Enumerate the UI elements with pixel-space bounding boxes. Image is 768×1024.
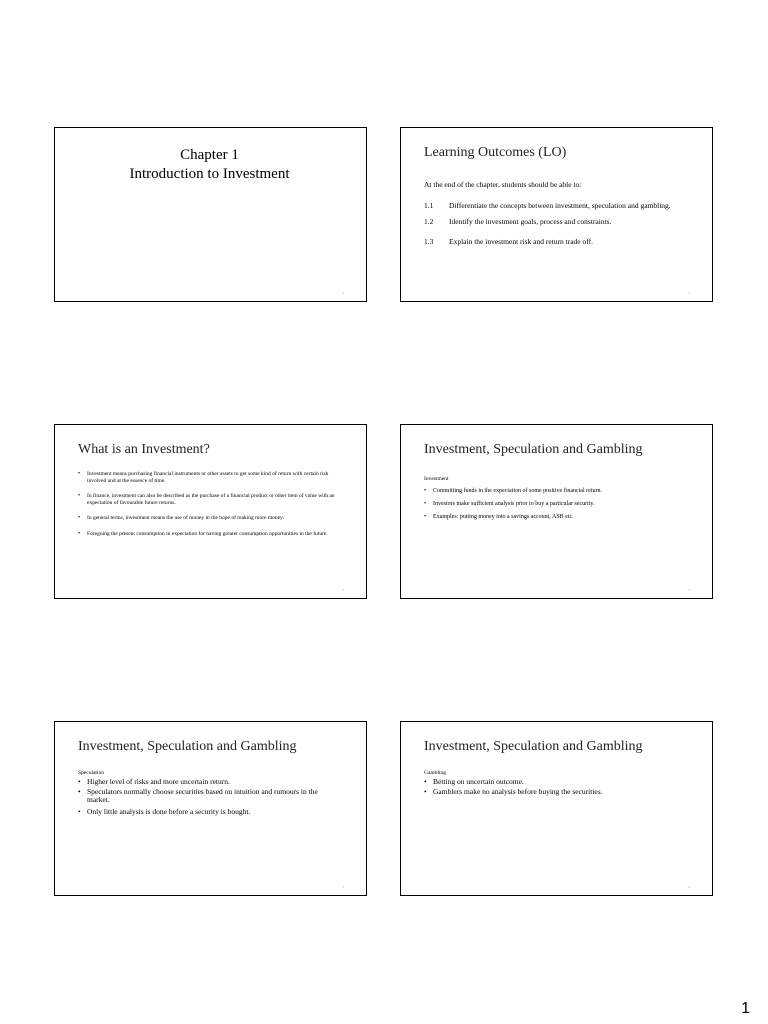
lo-text: Identify the investment goals, process and constraints. — [449, 217, 612, 226]
slide-number: 3 — [342, 588, 344, 592]
bullet-item: • Gamblers make no analysis before buying the securities. — [424, 788, 694, 797]
lo-text: Explain the investment risk and return trade off. — [449, 237, 593, 246]
lo-code: 1.2 — [424, 217, 434, 226]
slide-1 — [54, 127, 367, 302]
bullet-list — [424, 488, 694, 527]
bullet-item: • Only little analysis is done before a security is bought. — [78, 808, 338, 817]
slide-5-title: Investment, Speculation and Gambling — [78, 739, 297, 754]
bullet-item: • Betting on uncertain outcome. — [424, 778, 694, 787]
bullet-item: • Committing funds in the expectation of some positive financial return. — [424, 488, 694, 495]
slide-2-title: Learning Outcomes (LO) — [424, 145, 567, 160]
bullet-item: • In general terms, investment means the use of money in the hope of making more money. — [78, 515, 346, 522]
chapter-title: Introduction to Investment — [129, 166, 290, 182]
lo-list — [424, 198, 694, 250]
slide-1-title — [55, 146, 366, 184]
bullet-item: • Higher level of risks and more uncertain return. — [78, 778, 338, 787]
bullet-item: • Foregoing the present consumption in expectation for having greater consumption opportunities in the future. — [78, 531, 346, 538]
lo-item — [424, 198, 694, 214]
slide-3 — [54, 424, 367, 599]
slide-6 — [400, 721, 713, 896]
slide-4 — [400, 424, 713, 599]
section-label: Investment — [424, 476, 449, 482]
chapter-label: Chapter 1 — [180, 147, 239, 163]
slide-number: 6 — [688, 885, 690, 889]
bullet-item: • Examples: putting money into a savings account, ASB etc. — [424, 514, 694, 521]
page-number: 1 — [741, 1000, 750, 1017]
bullet-item: • In finance, investment can also be described as the purchase of a financial product or other item of value with an expectation of favourable future returns. — [78, 493, 346, 506]
lo-code: 1.1 — [424, 201, 434, 210]
bullet-item: • Speculators normally choose securities based on intuition and rumours in the market. — [78, 788, 338, 805]
slide-number: 1 — [342, 291, 344, 295]
lo-item — [424, 214, 694, 230]
slide-number: 5 — [342, 885, 344, 889]
slide-6-title: Investment, Speculation and Gambling — [424, 739, 643, 754]
lo-item — [424, 234, 694, 250]
slide-number: 2 — [688, 291, 690, 295]
section-label: Speculation — [78, 770, 104, 776]
slide-4-title: Investment, Speculation and Gambling — [424, 442, 643, 457]
slide-2 — [400, 127, 713, 302]
lo-text: Differentiate the concepts between investment, speculation and gambling. — [449, 201, 671, 210]
bullet-item: • Investors make sufficient analysis prior to buy a particular security. — [424, 501, 694, 508]
lo-code: 1.3 — [424, 237, 434, 246]
slide-number: 4 — [688, 588, 690, 592]
bullet-list — [78, 778, 338, 817]
slide-5 — [54, 721, 367, 896]
section-label: Gambling — [424, 770, 446, 776]
bullet-list — [78, 471, 346, 546]
bullet-list — [424, 778, 694, 797]
bullet-item: • Investment means purchasing financial instruments or other assets to get some kind of return with certain risk involved and at the essence of time. — [78, 471, 346, 484]
slide-3-title: What is an Investment? — [78, 442, 210, 457]
lo-intro: At the end of the chapter, students should be able to: — [424, 180, 582, 189]
